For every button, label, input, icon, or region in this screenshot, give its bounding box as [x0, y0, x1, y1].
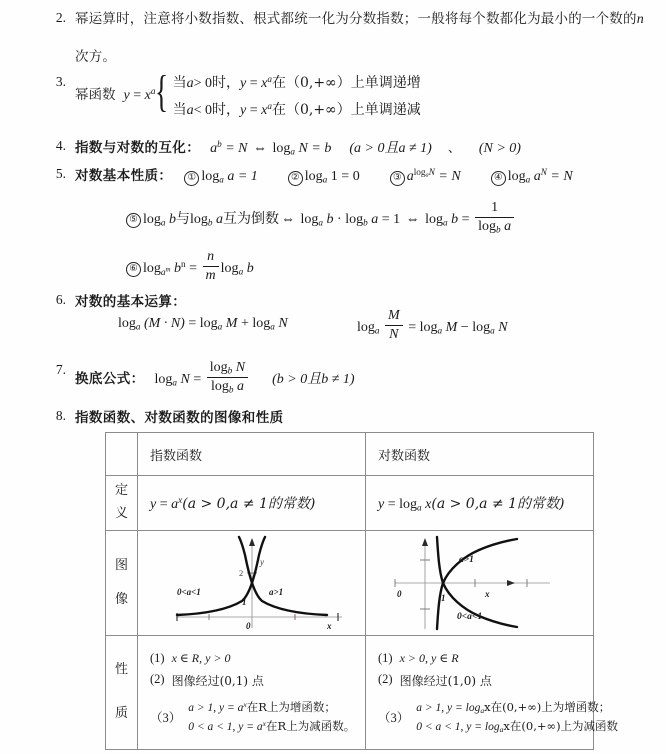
item-4-title: 指数与对数的互化： [75, 140, 201, 156]
p2-sub: a [322, 174, 328, 185]
def-log-cond: (a > 0,a ≠ 1的常数) [431, 495, 565, 512]
exp-prop-2-text: 图像经过(0,1) 点 [171, 673, 264, 688]
p6-frac-den: m [205, 267, 216, 283]
item-4-cond2: (N > 0) [478, 141, 521, 156]
table-header-logarithmic: 对数函数 [366, 433, 594, 476]
def-exp-y: y [150, 496, 157, 512]
case2-tail: 上单调递减 [350, 102, 421, 118]
log-prop-3-l2: 0 < a < 1, y = log [416, 720, 500, 733]
p5-log1: log [143, 211, 161, 227]
f62-t1-sub: a [437, 325, 443, 336]
log-prop-3-l1-tail: x在(0,+∞)上为增函数； [484, 699, 611, 714]
exp-prop-1-num: (1) [150, 650, 165, 665]
exp-prop-3-num: （3） [150, 710, 182, 725]
item-7-cond: (b > 0且b ≠ 1) [272, 372, 355, 388]
case2-var: a [186, 103, 194, 118]
item-4-content [75, 136, 521, 157]
item-5-prop-4 [491, 169, 573, 184]
f7-sub: a [172, 377, 178, 388]
p5-iff1: ⇔ [281, 211, 296, 227]
exp-axis-y-label: y [259, 556, 264, 567]
p3-exp-sub: a [425, 171, 429, 179]
exp-prop-3-l2: 0 < a < 1, y = a [188, 720, 263, 733]
log-prop-3-num: （3） [378, 710, 410, 725]
item-8-content [75, 406, 284, 427]
log-prop-1-num: (1) [378, 650, 393, 665]
case1-fx: x [261, 76, 268, 91]
def-exp-exp: x [178, 494, 183, 505]
logarithmic-graph-svg [375, 533, 585, 633]
circle-marker-3: ③ [390, 171, 405, 186]
exp-prop-2-num: (2) [150, 671, 165, 686]
def-log-log: log [399, 496, 418, 512]
f4-log-rest: N = b [298, 141, 332, 156]
log-prop-3-l2-tail: x在(0,+∞)上为减函数 [503, 718, 619, 733]
circle-marker-6: ⑥ [126, 262, 141, 277]
def-exp-eq: = [159, 496, 168, 512]
p5-frac-den-log: log [478, 218, 496, 234]
item-3-label: 幂函数 [75, 87, 116, 104]
f62-frac-den: N [389, 326, 399, 342]
p5-log2-arg: a [216, 211, 224, 227]
log-prop-2 [378, 672, 583, 689]
log-prop-3-line-1 [416, 699, 618, 715]
properties-logarithmic [366, 635, 619, 749]
definition-logarithmic [366, 476, 594, 531]
f7-den-log: log [210, 378, 229, 394]
list-item-3 [42, 67, 652, 119]
table-corner-cell [106, 433, 138, 476]
item-5-prop-5 [126, 200, 516, 235]
row-label-prop-char-2: 质 [114, 706, 128, 722]
f7-eq: = [193, 372, 202, 388]
f7-den-arg: a [236, 378, 244, 394]
exp-y-arrow [249, 538, 255, 546]
lhs-eq: = [133, 88, 142, 104]
table-header-exponential: 指数函数 [138, 433, 366, 476]
p6-tail-log: log [220, 260, 239, 276]
p5-frac-den-sub: b [495, 224, 501, 235]
log-origin-label: 0 [396, 588, 401, 599]
row-label-def-char-1: 定 [114, 483, 128, 498]
log-x-arrow [507, 580, 515, 586]
p2-rest: 1 = 0 [330, 169, 360, 184]
def-log-arg: x [425, 496, 432, 512]
log-prop-3-line-2 [416, 718, 618, 734]
item-number-3: 3. [55, 74, 66, 89]
log-prop-3-l2-sub: a [499, 724, 504, 734]
case1-interval: （0,+∞） [285, 75, 351, 91]
p5-log3-sub: a [318, 217, 324, 228]
log-prop-3 [378, 699, 619, 734]
p6-tail-sub: a [238, 266, 244, 277]
p4-rest: a [533, 169, 541, 184]
p2-log: log [304, 169, 323, 184]
f62-t1-log: log [419, 319, 438, 335]
list-item-4 [42, 136, 521, 157]
item-number-8: 8. [55, 408, 66, 423]
circle-marker-2: ② [288, 171, 303, 186]
circle-marker-5: ⑤ [126, 213, 141, 228]
f4-iff: ⇔ [253, 141, 268, 156]
lhs-exp: a [150, 86, 156, 97]
f61-t1-sub: a [217, 321, 223, 332]
f62-eq: = [408, 319, 417, 335]
case1-fexp: a [267, 74, 272, 85]
p1-sub: a [219, 174, 224, 185]
item-3-cases [155, 67, 421, 119]
case2-fexp: a [267, 101, 272, 112]
item-2-line1-italic-n: n [636, 12, 644, 27]
log-prop-2-num: (2) [378, 671, 393, 686]
case1-fy: y [240, 76, 247, 91]
p6-frac-num: n [203, 249, 219, 267]
case1-mid: 时， [212, 75, 240, 91]
left-brace-glyph: { [155, 67, 169, 116]
exp-origin-label: 0 [245, 620, 250, 631]
item-2-line1: 幂运算时，注意将小数指数、根式都统一化为分数指数；一般将每个数都化为最小的一个数的 [75, 11, 637, 27]
f62-minus: − [460, 319, 469, 335]
def-log-y: y [378, 496, 385, 512]
log-prop-3-l1-sub: a [480, 705, 485, 715]
f62-t2-log: log [472, 319, 491, 335]
list-item-6 [42, 290, 186, 311]
p5-frac-num: 1 [475, 200, 514, 218]
exp-prop-3-line-1 [188, 699, 355, 715]
graph-logarithmic-cell [366, 530, 594, 635]
p4-sub: a [525, 174, 531, 185]
f62-fraction [385, 308, 403, 343]
item-4-cond1: (a > 0且a ≠ 1) [349, 141, 432, 156]
p6-arg: b [174, 260, 182, 276]
p4-sup: N [540, 167, 547, 178]
f62-t2-arg: N [498, 319, 508, 335]
f62-t1-arg: M [445, 319, 458, 335]
def-exp-cond: (a > 0,a ≠ 1的常数) [182, 495, 316, 512]
p5-log3-arg: b [326, 211, 334, 227]
item-number-7: 7. [55, 362, 66, 377]
f7-frac-num [207, 360, 248, 378]
item-number-4: 4. [55, 138, 66, 153]
exp-prop-3-l1: a > 1, y = a [188, 701, 244, 714]
list-item-8 [42, 406, 284, 427]
f7-frac-den [207, 378, 248, 395]
case1-zai: 在 [271, 75, 286, 91]
f62-t2-sub: a [490, 325, 495, 336]
f61-sub: a [135, 321, 141, 332]
item-5-prop-6 [126, 249, 254, 284]
case1-feq: = [249, 76, 258, 91]
lhs-y: y [123, 88, 130, 104]
log-prop-1-text: x > 0, y ∈ R [399, 650, 459, 665]
item-3-case-1 [173, 72, 421, 92]
p5-dot: · [337, 211, 342, 227]
p5-iff2: ⇔ [405, 211, 420, 227]
case2-rel: < 0 [193, 103, 212, 118]
p5-log4-sub: b [363, 217, 368, 228]
row-label-properties [106, 635, 138, 749]
p5-log1-arg: b [169, 211, 177, 227]
circle-marker-1: ① [184, 171, 199, 186]
p4-tail: = N [550, 169, 573, 184]
exp-prop-3-stack [188, 699, 355, 734]
exp-prop-3-line-2 [188, 718, 355, 734]
item-number-6: 6. [55, 292, 66, 307]
p5-log2: log [190, 211, 208, 227]
p5-c1: 与 [176, 210, 191, 227]
table-row-definition [106, 476, 594, 531]
log-label-a-lt-1: 0<a<1 [456, 611, 482, 622]
p3-rest: = N [438, 169, 461, 184]
list-item-2 [42, 8, 652, 69]
p5-log5-arg: b [451, 211, 459, 227]
log-label-a-gt-1: a>1 [458, 554, 474, 565]
log-y-arrow [422, 538, 428, 546]
item-7-formula [154, 360, 251, 395]
f61-plus: + [240, 316, 249, 331]
item-number-5: 5. [55, 166, 66, 181]
exp-prop-2 [150, 672, 355, 689]
item-4-sep: 、 [447, 141, 461, 156]
f62-log: log [357, 319, 375, 335]
case2-zai: 在 [271, 102, 286, 118]
def-log-eq: = [387, 496, 396, 512]
p5-eq2: = [461, 211, 470, 227]
f7-fraction [207, 360, 248, 395]
p5-log5: log [425, 211, 444, 227]
item-5-prop-2 [288, 169, 360, 184]
f61-t1-arg: M [225, 316, 238, 331]
p1-log: log [201, 169, 220, 184]
row-label-graph-char-1: 图 [114, 557, 128, 573]
f61-log: log [118, 316, 136, 331]
f4-log-sub: a [290, 146, 296, 157]
item-6-formula-2 [357, 308, 508, 343]
item-5-prop-3 [390, 169, 461, 184]
exp-prop-3-l2-tail: 在R上为减函数。 [266, 718, 356, 733]
row-label-graph-char-2: 像 [114, 591, 128, 607]
f4-eq1: = N [225, 141, 248, 156]
p6-eq: = [189, 260, 198, 276]
exp-prop-3-l1-tail: 在R上为增函数； [246, 699, 336, 714]
f61-t1-log: log [199, 316, 218, 331]
exp-log-comparison-table [105, 432, 619, 750]
p6-fraction [203, 249, 219, 284]
f7-num-log: log [209, 360, 228, 375]
exp-tick-label-2: 2 [238, 567, 243, 578]
p3-exp-log: log [413, 167, 426, 178]
exp-prop-3-l2-exp: x [262, 718, 267, 728]
item-5-prop-1 [184, 169, 257, 184]
p5-c2: 互为倒数 [223, 210, 280, 227]
definition-exponential [138, 476, 366, 531]
graph-logarithmic [366, 531, 593, 635]
p5-frac-den-arg: a [504, 218, 512, 234]
case2-feq: = [249, 103, 258, 118]
case2-pre: 当 [172, 102, 187, 118]
item-2-line2: 次方。 [75, 48, 117, 65]
exp-label-a-gt-1: a>1 [268, 586, 283, 597]
p6-sub-exp: m [165, 266, 171, 274]
case1-tail: 上单调递增 [350, 75, 421, 91]
graph-exponential-cell [138, 530, 366, 635]
p5-log3: log [300, 211, 319, 227]
case1-rel: > 0 [193, 76, 212, 91]
f62-sub: a [374, 325, 380, 336]
exp-prop-3 [150, 699, 355, 734]
p5-log2-sub: b [207, 217, 213, 228]
f61-t2-arg: N [278, 316, 288, 331]
f7-log: log [154, 372, 173, 388]
exp-tick-label-1: 1 [241, 596, 246, 607]
p6-log-sub [161, 267, 171, 277]
exp-prop-1 [150, 651, 355, 666]
case2-interval: （0,+∞） [285, 102, 351, 118]
row-label-prop-char-1: 性 [114, 661, 128, 677]
f7-arg: N [180, 372, 190, 388]
item-number-2: 2. [55, 10, 66, 25]
exp-prop-1-text: x ∈ R, y > 0 [171, 650, 231, 665]
p4-log: log [507, 169, 526, 184]
log-prop-3-l1: a > 1, y = log [416, 701, 481, 714]
log-tick-label-1: 1 [440, 592, 445, 603]
case1-pre: 当 [172, 75, 187, 91]
f7-den-sub: b [228, 384, 234, 395]
f61-t2-log: log [252, 316, 271, 331]
item-3-case-2 [173, 99, 421, 119]
properties-exponential [138, 635, 366, 749]
item-3-lhs [124, 88, 156, 103]
case2-fy: y [240, 103, 247, 118]
item-6-title: 对数的基本运算： [75, 294, 187, 310]
def-log-sub: a [417, 502, 422, 513]
log-axis-x-label: x [484, 588, 489, 599]
exp-axis-x-label: x [326, 620, 331, 631]
list-item-7 [42, 360, 355, 395]
p1-rest: a = 1 [227, 169, 258, 184]
list-item-5 [42, 164, 573, 186]
item-4-formula [210, 141, 331, 156]
p3-base: a [406, 169, 414, 184]
p6-sub-base: a [160, 266, 166, 277]
p5-log4: log [345, 211, 364, 227]
graph-exponential [138, 531, 365, 635]
table-row-header [106, 433, 594, 476]
log-prop-3-stack [416, 699, 618, 734]
row-label-graph [106, 530, 138, 635]
p5-fraction [475, 200, 514, 235]
p5-log4-arg: a [371, 211, 379, 227]
log-prop-2-text: 图像经过(1,0) 点 [399, 673, 492, 688]
item-5-title: 对数基本性质： [75, 168, 173, 184]
item-6-formula-1 [118, 314, 288, 332]
f4-log: log [272, 141, 291, 156]
table-row-graph [106, 530, 594, 635]
case2-mid: 时， [212, 102, 240, 118]
case2-fx: x [261, 103, 268, 118]
item-8-title: 指数函数、对数函数的图像和性质 [75, 410, 284, 426]
item-2-content [75, 8, 650, 69]
f61-arg: (M · N) [144, 316, 185, 331]
circle-marker-4: ④ [491, 171, 506, 186]
table-row-properties [106, 635, 594, 749]
row-label-def-char-2: 义 [114, 505, 128, 521]
p5-log1-sub: a [160, 217, 166, 228]
f61-t2-sub: a [270, 321, 275, 332]
item-7-title: 换底公式： [75, 371, 145, 388]
p6-tail-arg: b [246, 260, 254, 276]
item-3-content [75, 67, 421, 119]
exp-prop-3-l1-exp: x [243, 699, 247, 709]
f62-frac-num: M [385, 308, 403, 326]
f7-num-arg: N [235, 360, 246, 375]
item-7-content [75, 360, 355, 395]
p6-arg-exp: n [181, 259, 186, 270]
p3-exp-rest: N [428, 167, 435, 178]
lhs-x: x [144, 88, 151, 104]
def-exp-base: a [171, 496, 179, 512]
f61-eq: = [188, 316, 197, 331]
f4-b: b [217, 139, 222, 150]
case1-var: a [186, 76, 194, 91]
log-prop-1 [378, 651, 583, 666]
p6-log: log [143, 260, 161, 276]
exp-label-a-lt-1: 0<a<1 [176, 586, 201, 597]
f4-a: a [210, 141, 218, 156]
row-label-definition [106, 476, 138, 531]
exponential-graph-svg [147, 533, 357, 633]
p5-frac-den [475, 218, 514, 235]
item-5-content [75, 164, 573, 186]
p5-log5-sub: a [443, 217, 448, 228]
item-6-content [75, 290, 186, 311]
f7-num-sub: b [227, 365, 233, 376]
p5-eq1: = 1 [381, 211, 401, 227]
